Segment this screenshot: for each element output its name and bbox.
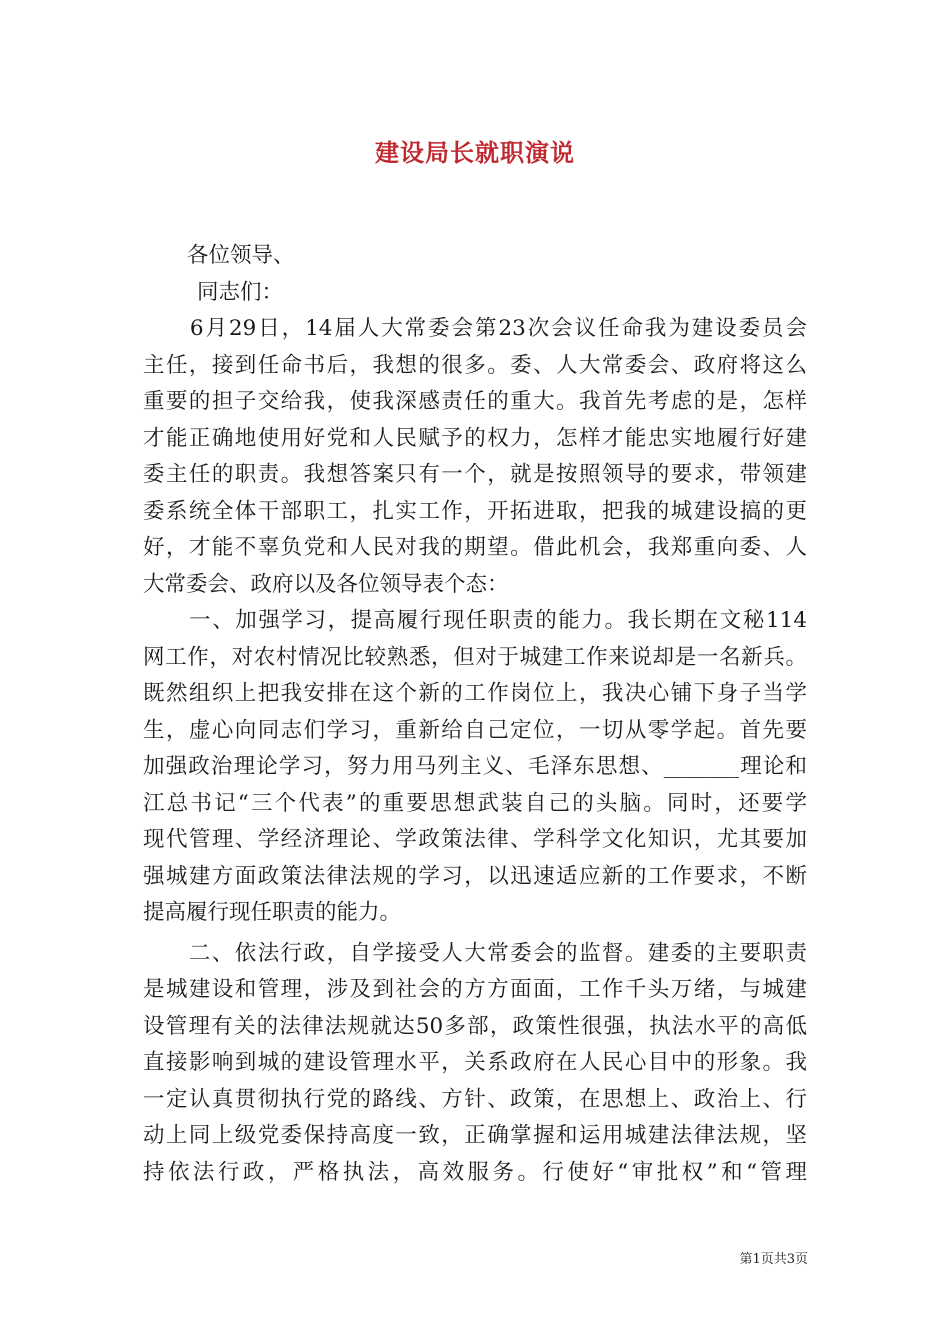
text-line: 动上同上级党委保持高度一致，正确掌握和运用城建法律法规，坚 <box>143 1123 807 1148</box>
paragraph-1 <box>143 311 807 603</box>
paragraph-3 <box>143 936 807 1192</box>
text-line: 主任，接到任命书后，我想的很多。委、人大常委会、政府将这么 <box>143 352 807 378</box>
text-line: 是城建设和管理，涉及到社会的方方面面，工作千头万绪，与城建 <box>143 977 807 1002</box>
text-line: 强城建方面政策法律法规的学习，以迅速适应新的工作要求，不断 <box>143 863 807 889</box>
text-line: 委系统全体干部职工，扎实工作，开拓进取，把我的城建设搞的更 <box>143 498 807 524</box>
text-line: 现代管理、学经济理论、学政策法律、学科学文化知识，尤其要加 <box>143 827 807 852</box>
text-line: 既然组织上把我安排在这个新的工作岗位上，我决心铺下身子当学 <box>143 681 807 706</box>
text-line: 大常委会、政府以及各位领导表个态： <box>143 571 509 597</box>
text-line: 才能正确地使用好党和人民赋予的权力，怎样才能忠实地履行好建 <box>143 425 807 451</box>
text-line: 重要的担子交给我，使我深感责任的重大。我首先考虑的是，怎样 <box>143 389 807 414</box>
text-line: 二、依法行政，自学接受人大常委会的监督。建委的主要职责 <box>143 940 807 966</box>
greeting-line: 同志们： <box>197 279 284 305</box>
greeting-line: 各位领导、 <box>187 243 295 268</box>
text-line: 委主任的职责。我想答案只有一个，就是按照领导的要求，带领建 <box>143 462 807 487</box>
text-line: 生，虚心向同志们学习，重新给自己定位，一切从零学起。首先要 <box>143 717 807 743</box>
text-line: 设管理有关的法律法规就达50多部，政策性很强，执法水平的高低 <box>143 1013 807 1039</box>
text-line: 好，才能不辜负党和人民对我的期望。借此机会，我郑重向委、人 <box>143 535 807 560</box>
text-line: 持依法行政，严格执法，高效服务。行使好“审批权”和“管理 <box>143 1159 807 1185</box>
text-line: 加强政治理论学习，努力用马列主义、毛泽东思想、_______理论和 <box>143 754 807 779</box>
text-line: 一、加强学习，提高履行现任职责的能力。我长期在文秘114 <box>143 608 807 633</box>
paragraph-2 <box>143 603 807 932</box>
document-body <box>143 238 807 1191</box>
text-line: 提高履行现任职责的能力。 <box>143 900 402 925</box>
text-line: 直接影响到城的建设管理水平，关系政府在人民心目中的形象。我 <box>143 1050 807 1075</box>
page-number: 第1页共3页 <box>739 1252 808 1267</box>
text-line: 6月29日，14届人大常委会第23次会议任命我为建设委员会 <box>143 316 807 341</box>
document-title: 建设局长就职演说 <box>375 138 575 167</box>
text-line: 网工作，对农村情况比较熟悉，但对于城建工作来说却是一名新兵。 <box>143 644 807 670</box>
text-line: 一定认真贯彻执行党的路线、方针、政策，在思想上、政治上、行 <box>143 1086 807 1112</box>
text-line: 江总书记“三个代表”的重要思想武装自己的头脑。同时，还要学 <box>143 790 807 816</box>
